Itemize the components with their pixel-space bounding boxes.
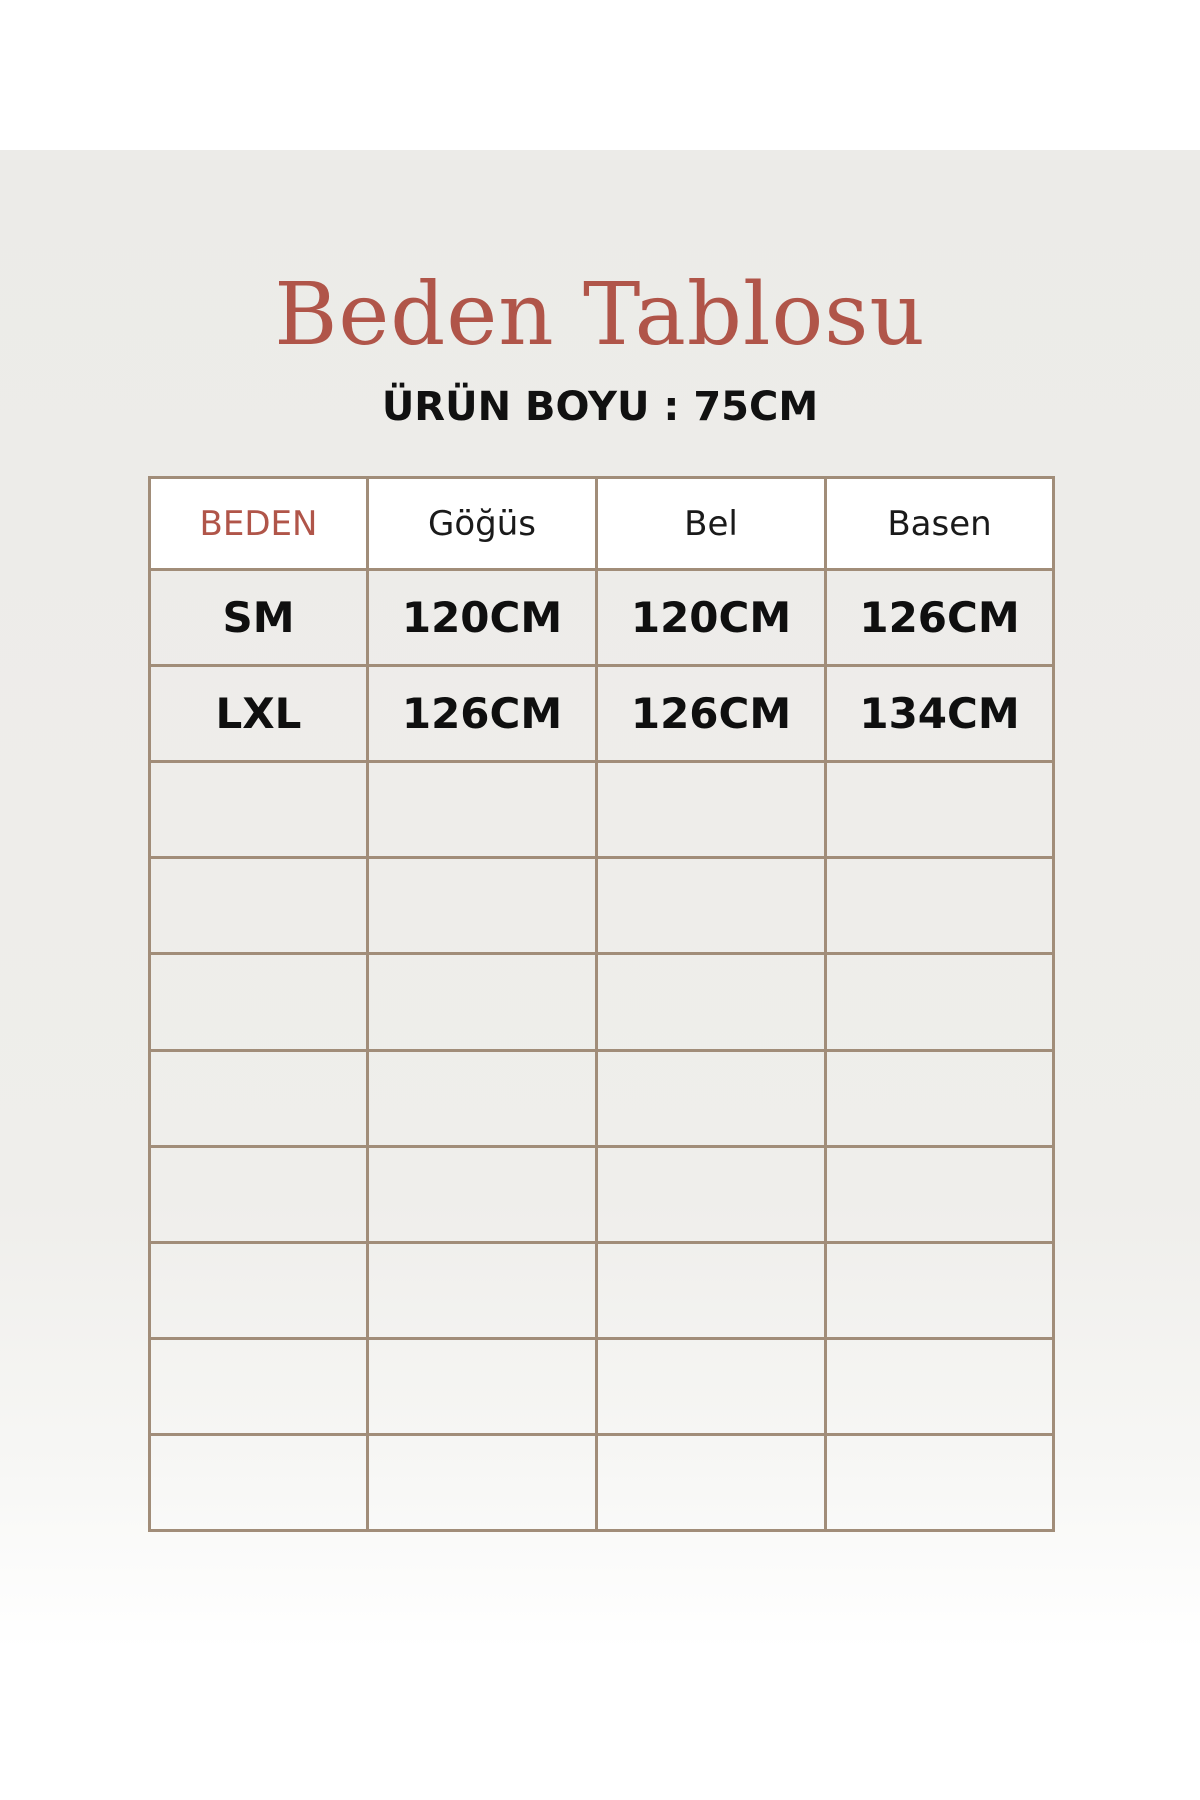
header-cell-beden: BEDEN [150, 478, 368, 570]
waist-cell: 120CM [597, 570, 826, 666]
header-cell-basen: Basen [826, 478, 1054, 570]
table-row [150, 570, 1054, 666]
empty-cell [597, 1146, 826, 1242]
empty-cell [826, 858, 1054, 954]
empty-cell [150, 1146, 368, 1242]
empty-cell [597, 1434, 826, 1530]
hip-cell: 134CM [826, 666, 1054, 762]
empty-cell [150, 858, 368, 954]
empty-cell [368, 762, 597, 858]
empty-cell [597, 762, 826, 858]
empty-cell [150, 1338, 368, 1434]
empty-cell [368, 1050, 597, 1146]
size-table [148, 476, 1055, 1532]
empty-cell [826, 1146, 1054, 1242]
empty-cell [826, 1434, 1054, 1530]
empty-cell [597, 1050, 826, 1146]
empty-table-row [150, 1050, 1054, 1146]
empty-cell [368, 1434, 597, 1530]
empty-cell [826, 1050, 1054, 1146]
empty-table-row [150, 1242, 1054, 1338]
page-title: Beden Tablosu [274, 265, 926, 365]
empty-cell [150, 1434, 368, 1530]
empty-cell [368, 1242, 597, 1338]
header-cell-gogus: Göğüs [368, 478, 597, 570]
empty-cell [826, 762, 1054, 858]
empty-cell [597, 858, 826, 954]
empty-cell [597, 1338, 826, 1434]
empty-cell [368, 1338, 597, 1434]
empty-cell [826, 954, 1054, 1050]
empty-table-row [150, 762, 1054, 858]
empty-table-row [150, 1434, 1054, 1530]
empty-cell [150, 954, 368, 1050]
empty-table-row [150, 1338, 1054, 1434]
empty-table-row [150, 954, 1054, 1050]
empty-cell [150, 1050, 368, 1146]
hip-cell: 126CM [826, 570, 1054, 666]
empty-cell [826, 1242, 1054, 1338]
size-cell: LXL [150, 666, 368, 762]
table-row [150, 666, 1054, 762]
product-length-subtitle: ÜRÜN BOYU : 75CM [381, 384, 819, 430]
empty-cell [150, 1242, 368, 1338]
size-cell: SM [150, 570, 368, 666]
table-header-row [150, 478, 1054, 570]
empty-table-row [150, 858, 1054, 954]
empty-cell [368, 1146, 597, 1242]
chest-cell: 126CM [368, 666, 597, 762]
header-cell-bel: Bel [597, 478, 826, 570]
empty-cell [597, 954, 826, 1050]
empty-table-row [150, 1146, 1054, 1242]
chest-cell: 120CM [368, 570, 597, 666]
waist-cell: 126CM [597, 666, 826, 762]
empty-cell [368, 954, 597, 1050]
empty-cell [826, 1338, 1054, 1434]
empty-cell [597, 1242, 826, 1338]
empty-cell [368, 858, 597, 954]
empty-cell [150, 762, 368, 858]
